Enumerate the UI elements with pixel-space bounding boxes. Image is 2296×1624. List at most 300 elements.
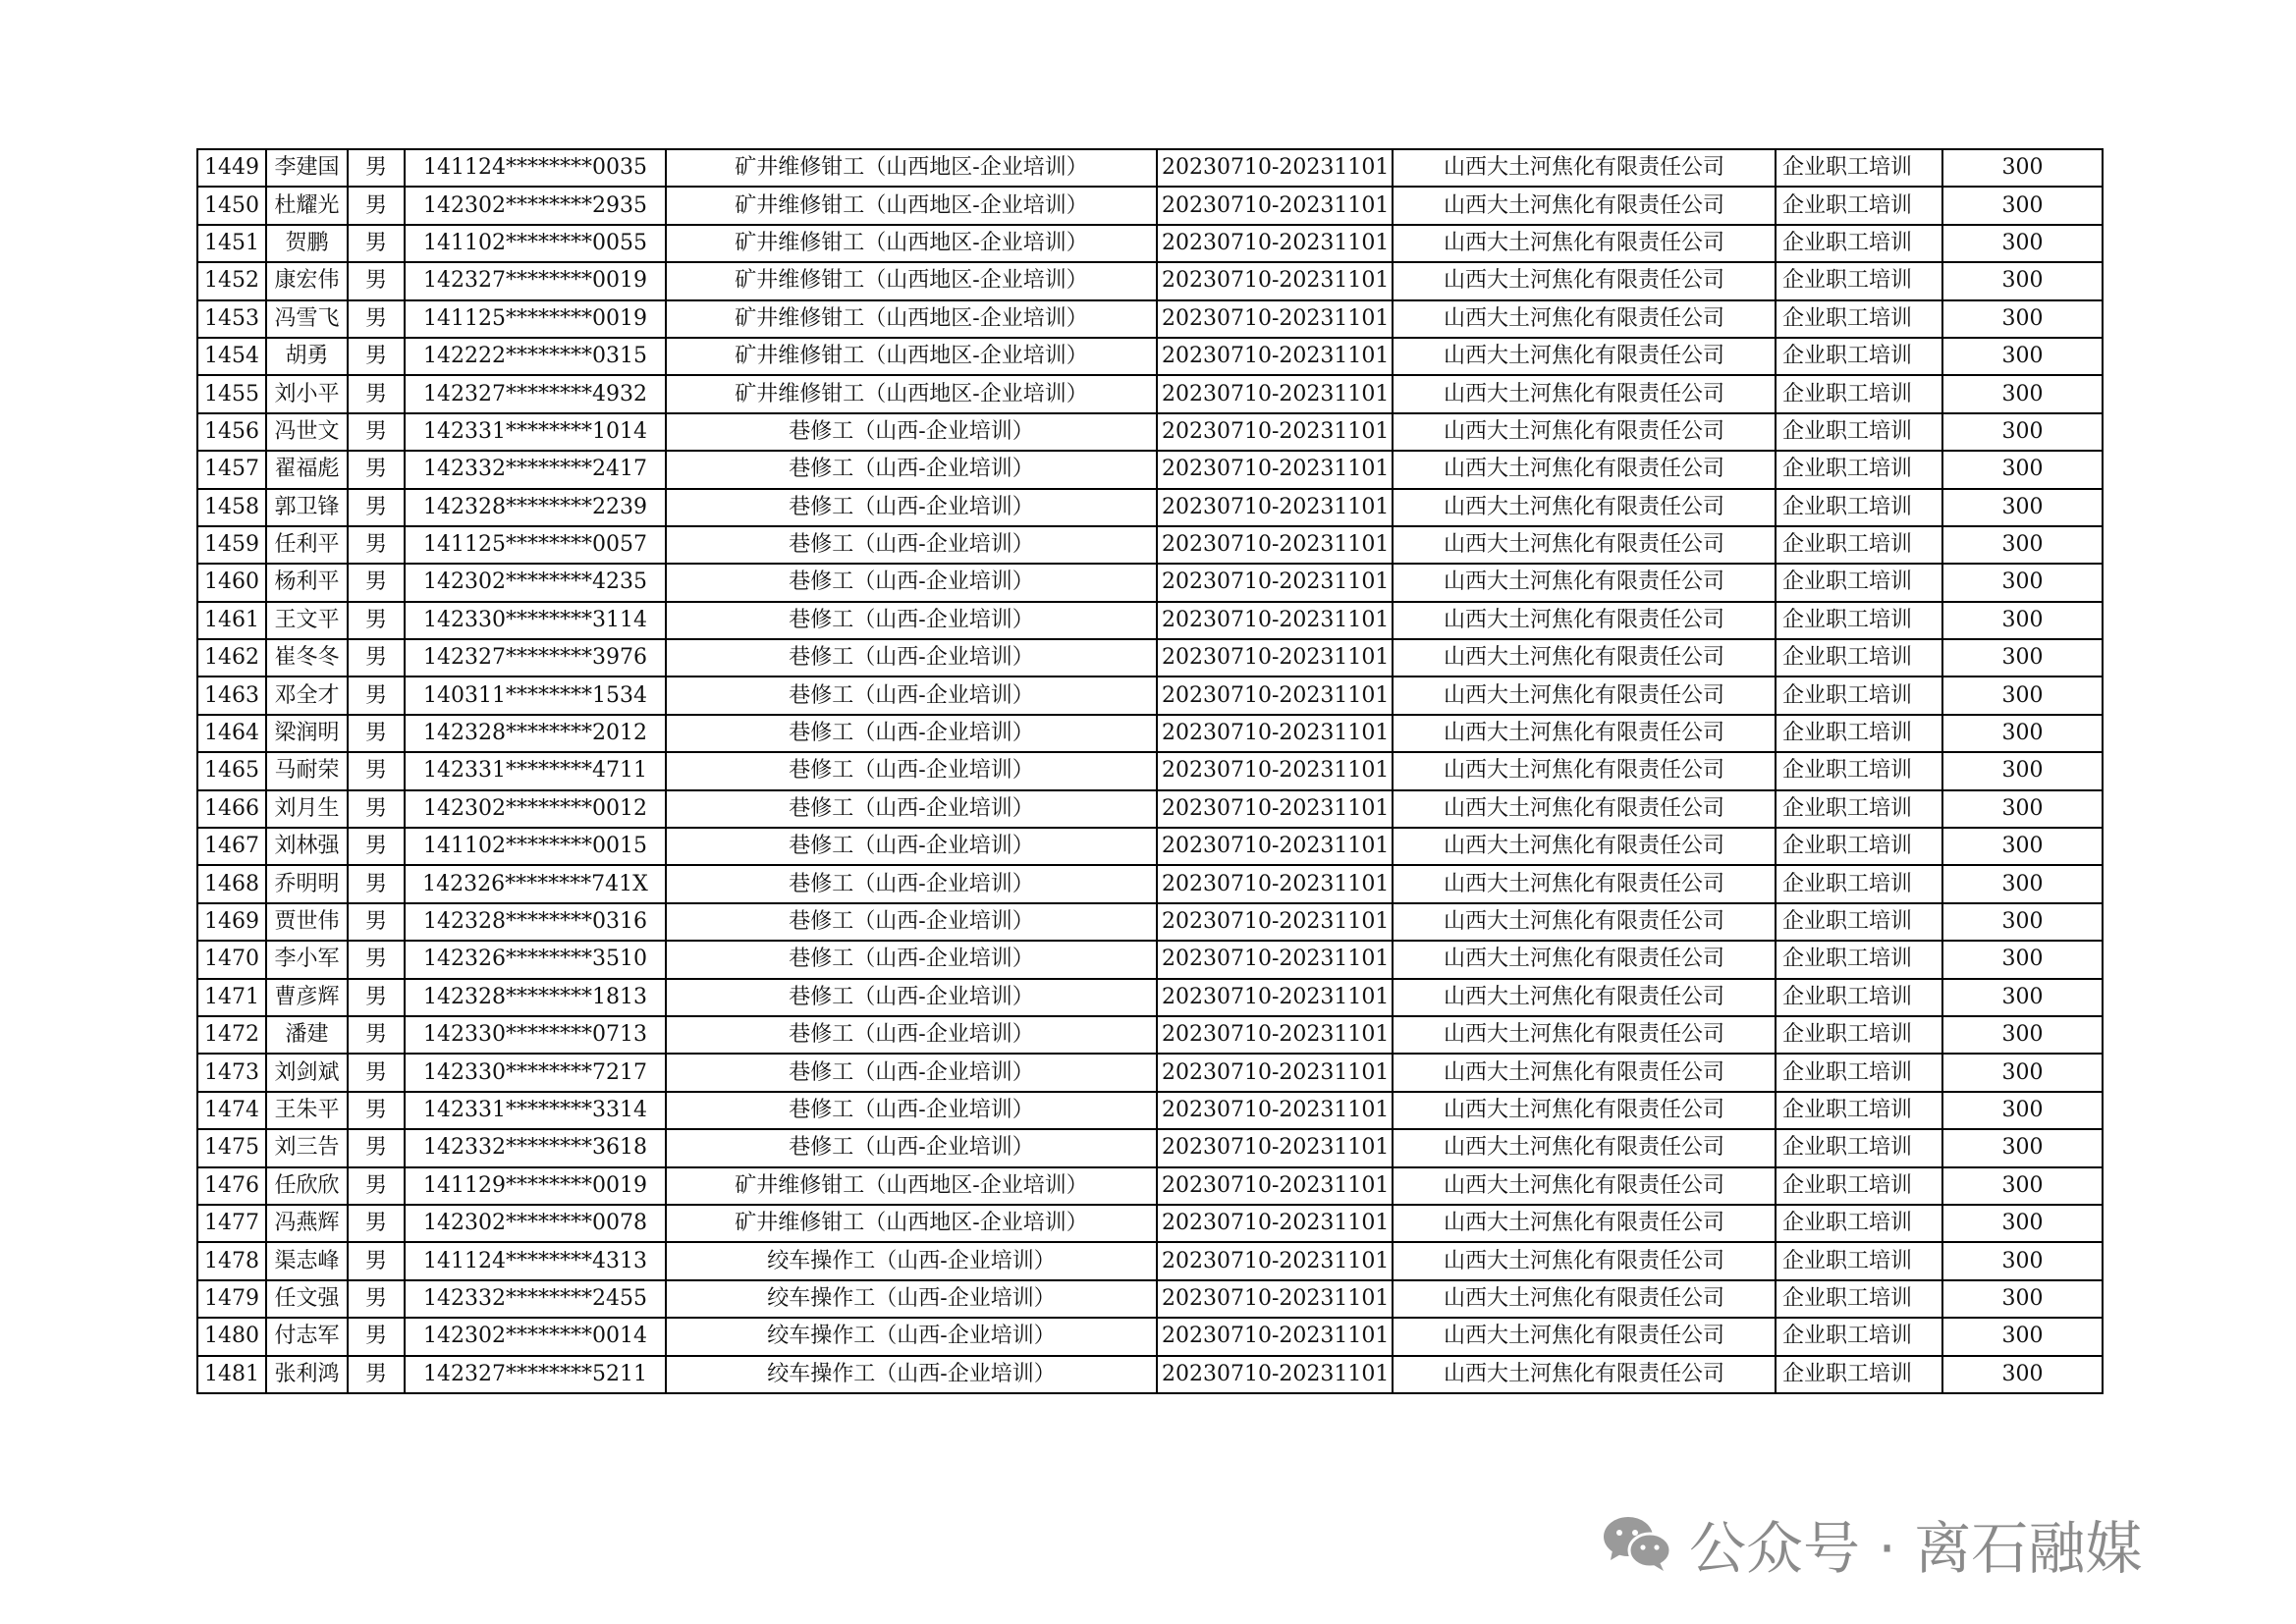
seq-cell: 1451 [197,225,266,262]
gender-cell: 男 [348,1167,405,1205]
seq-cell: 1458 [197,489,266,526]
training-period-cell: 20230710-20231101 [1157,979,1393,1016]
amount-cell: 300 [1942,1242,2103,1279]
id-number-cell: 141125********0057 [405,526,666,564]
training-period-cell: 20230710-20231101 [1157,639,1393,677]
training-category-cell: 巷修工（山西-企业培训） [666,489,1157,526]
company-cell: 山西大土河焦化有限责任公司 [1393,715,1776,752]
name-cell: 刘林强 [266,828,348,865]
gender-cell: 男 [348,865,405,902]
seq-cell: 1471 [197,979,266,1016]
company-cell: 山西大土河焦化有限责任公司 [1393,1356,1776,1393]
training-period-cell: 20230710-20231101 [1157,677,1393,714]
amount-cell: 300 [1942,941,2103,978]
name-cell: 贾世伟 [266,903,348,941]
training-category-cell: 巷修工（山西-企业培训） [666,413,1157,451]
table-row [197,413,2103,451]
id-number-cell: 142331********1014 [405,413,666,451]
company-cell: 山西大土河焦化有限责任公司 [1393,639,1776,677]
seq-cell: 1456 [197,413,266,451]
training-period-cell: 20230710-20231101 [1157,828,1393,865]
amount-cell: 300 [1942,149,2103,187]
training-category-cell: 巷修工（山西-企业培训） [666,790,1157,828]
company-cell: 山西大土河焦化有限责任公司 [1393,489,1776,526]
table-row [197,1356,2103,1393]
training-type-cell: 企业职工培训 [1776,262,1942,299]
gender-cell: 男 [348,715,405,752]
training-category-cell: 绞车操作工（山西-企业培训） [666,1280,1157,1318]
seq-cell: 1481 [197,1356,266,1393]
training-type-cell: 企业职工培训 [1776,1280,1942,1318]
name-cell: 郭卫锋 [266,489,348,526]
company-cell: 山西大土河焦化有限责任公司 [1393,149,1776,187]
company-cell: 山西大土河焦化有限责任公司 [1393,451,1776,488]
training-period-cell: 20230710-20231101 [1157,1129,1393,1166]
table-row [197,752,2103,789]
training-category-cell: 巷修工（山西-企业培训） [666,1054,1157,1091]
seq-cell: 1469 [197,903,266,941]
table-row [197,489,2103,526]
training-period-cell: 20230710-20231101 [1157,752,1393,789]
training-category-cell: 巷修工（山西-企业培训） [666,941,1157,978]
gender-cell: 男 [348,1092,405,1129]
id-number-cell: 142332********3618 [405,1129,666,1166]
id-number-cell: 141102********0015 [405,828,666,865]
training-period-cell: 20230710-20231101 [1157,1280,1393,1318]
seq-cell: 1459 [197,526,266,564]
name-cell: 梁润明 [266,715,348,752]
amount-cell: 300 [1942,1054,2103,1091]
gender-cell: 男 [348,941,405,978]
training-type-cell: 企业职工培训 [1776,677,1942,714]
training-category-cell: 巷修工（山西-企业培训） [666,1129,1157,1166]
id-number-cell: 142328********0316 [405,903,666,941]
amount-cell: 300 [1942,1167,2103,1205]
name-cell: 马耐荣 [266,752,348,789]
training-period-cell: 20230710-20231101 [1157,262,1393,299]
training-category-cell: 绞车操作工（山西-企业培训） [666,1318,1157,1355]
amount-cell: 300 [1942,300,2103,338]
training-type-cell: 企业职工培训 [1776,1016,1942,1054]
training-category-cell: 矿井维修钳工（山西地区-企业培训） [666,262,1157,299]
name-cell: 付志军 [266,1318,348,1355]
company-cell: 山西大土河焦化有限责任公司 [1393,1129,1776,1166]
table-row [197,1092,2103,1129]
table-row [197,828,2103,865]
name-cell: 杨利平 [266,564,348,601]
training-category-cell: 巷修工（山西-企业培训） [666,903,1157,941]
gender-cell: 男 [348,489,405,526]
gender-cell: 男 [348,602,405,639]
id-number-cell: 141124********0035 [405,149,666,187]
id-number-cell: 142302********2935 [405,187,666,224]
training-type-cell: 企业职工培训 [1776,451,1942,488]
amount-cell: 300 [1942,375,2103,412]
id-number-cell: 141129********0019 [405,1167,666,1205]
training-type-cell: 企业职工培训 [1776,1167,1942,1205]
id-number-cell: 142327********3976 [405,639,666,677]
seq-cell: 1461 [197,602,266,639]
seq-cell: 1449 [197,149,266,187]
training-period-cell: 20230710-20231101 [1157,225,1393,262]
training-category-cell: 巷修工（山西-企业培训） [666,979,1157,1016]
training-type-cell: 企业职工培训 [1776,1318,1942,1355]
training-period-cell: 20230710-20231101 [1157,187,1393,224]
id-number-cell: 142302********4235 [405,564,666,601]
gender-cell: 男 [348,262,405,299]
gender-cell: 男 [348,187,405,224]
id-number-cell: 142328********2239 [405,489,666,526]
name-cell: 刘三告 [266,1129,348,1166]
id-number-cell: 142330********7217 [405,1054,666,1091]
training-category-cell: 巷修工（山西-企业培训） [666,639,1157,677]
seq-cell: 1466 [197,790,266,828]
table-row [197,1054,2103,1091]
training-category-cell: 矿井维修钳工（山西地区-企业培训） [666,225,1157,262]
table-row [197,1318,2103,1355]
training-type-cell: 企业职工培训 [1776,1356,1942,1393]
company-cell: 山西大土河焦化有限责任公司 [1393,865,1776,902]
id-number-cell: 142331********3314 [405,1092,666,1129]
training-type-cell: 企业职工培训 [1776,752,1942,789]
table-row [197,375,2103,412]
training-category-cell: 矿井维修钳工（山西地区-企业培训） [666,338,1157,375]
id-number-cell: 142302********0078 [405,1205,666,1242]
table-row [197,149,2103,187]
training-category-cell: 巷修工（山西-企业培训） [666,451,1157,488]
name-cell: 王文平 [266,602,348,639]
training-category-cell: 巷修工（山西-企业培训） [666,564,1157,601]
gender-cell: 男 [348,413,405,451]
table-row [197,564,2103,601]
training-category-cell: 矿井维修钳工（山西地区-企业培训） [666,375,1157,412]
id-number-cell: 142327********5211 [405,1356,666,1393]
watermark [1601,1502,2142,1585]
name-cell: 李小军 [266,941,348,978]
seq-cell: 1464 [197,715,266,752]
amount-cell: 300 [1942,187,2103,224]
amount-cell: 300 [1942,677,2103,714]
gender-cell: 男 [348,300,405,338]
training-period-cell: 20230710-20231101 [1157,1318,1393,1355]
id-number-cell: 142326********741X [405,865,666,902]
training-category-cell: 绞车操作工（山西-企业培训） [666,1242,1157,1279]
training-period-cell: 20230710-20231101 [1157,1054,1393,1091]
seq-cell: 1450 [197,187,266,224]
gender-cell: 男 [348,677,405,714]
gender-cell: 男 [348,1280,405,1318]
company-cell: 山西大土河焦化有限责任公司 [1393,1205,1776,1242]
training-period-cell: 20230710-20231101 [1157,451,1393,488]
company-cell: 山西大土河焦化有限责任公司 [1393,941,1776,978]
training-period-cell: 20230710-20231101 [1157,375,1393,412]
table-row [197,187,2103,224]
company-cell: 山西大土河焦化有限责任公司 [1393,1242,1776,1279]
training-category-cell: 矿井维修钳工（山西地区-企业培训） [666,1205,1157,1242]
table-row [197,1280,2103,1318]
name-cell: 李建国 [266,149,348,187]
training-type-cell: 企业职工培训 [1776,903,1942,941]
watermark-text: 公众号 · 离石融媒 [1689,1515,2143,1582]
training-type-cell: 企业职工培训 [1776,1092,1942,1129]
name-cell: 渠志峰 [266,1242,348,1279]
training-category-cell: 巷修工（山西-企业培训） [666,865,1157,902]
training-category-cell: 矿井维修钳工（山西地区-企业培训） [666,187,1157,224]
table-row [197,903,2103,941]
table-row [197,715,2103,752]
id-number-cell: 141125********0019 [405,300,666,338]
seq-cell: 1476 [197,1167,266,1205]
name-cell: 乔明明 [266,865,348,902]
company-cell: 山西大土河焦化有限责任公司 [1393,1092,1776,1129]
company-cell: 山西大土河焦化有限责任公司 [1393,677,1776,714]
gender-cell: 男 [348,149,405,187]
company-cell: 山西大土河焦化有限责任公司 [1393,338,1776,375]
amount-cell: 300 [1942,225,2103,262]
training-type-cell: 企业职工培训 [1776,526,1942,564]
gender-cell: 男 [348,338,405,375]
training-type-cell: 企业职工培训 [1776,979,1942,1016]
name-cell: 胡勇 [266,338,348,375]
seq-cell: 1470 [197,941,266,978]
gender-cell: 男 [348,1016,405,1054]
amount-cell: 300 [1942,338,2103,375]
company-cell: 山西大土河焦化有限责任公司 [1393,413,1776,451]
table-row [197,338,2103,375]
training-type-cell: 企业职工培训 [1776,149,1942,187]
gender-cell: 男 [348,375,405,412]
company-cell: 山西大土河焦化有限责任公司 [1393,790,1776,828]
amount-cell: 300 [1942,790,2103,828]
training-type-cell: 企业职工培训 [1776,1242,1942,1279]
table-row [197,1242,2103,1279]
training-type-cell: 企业职工培训 [1776,1129,1942,1166]
id-number-cell: 142332********2417 [405,451,666,488]
seq-cell: 1455 [197,375,266,412]
seq-cell: 1472 [197,1016,266,1054]
training-category-cell: 巷修工（山西-企业培训） [666,715,1157,752]
company-cell: 山西大土河焦化有限责任公司 [1393,526,1776,564]
company-cell: 山西大土河焦化有限责任公司 [1393,828,1776,865]
training-type-cell: 企业职工培训 [1776,564,1942,601]
seq-cell: 1473 [197,1054,266,1091]
gender-cell: 男 [348,526,405,564]
training-type-cell: 企业职工培训 [1776,187,1942,224]
training-period-cell: 20230710-20231101 [1157,715,1393,752]
training-category-cell: 巷修工（山西-企业培训） [666,677,1157,714]
training-period-cell: 20230710-20231101 [1157,602,1393,639]
amount-cell: 300 [1942,451,2103,488]
amount-cell: 300 [1942,828,2103,865]
name-cell: 任利平 [266,526,348,564]
gender-cell: 男 [348,1054,405,1091]
gender-cell: 男 [348,790,405,828]
training-type-cell: 企业职工培训 [1776,1205,1942,1242]
company-cell: 山西大土河焦化有限责任公司 [1393,1054,1776,1091]
gender-cell: 男 [348,1205,405,1242]
training-type-cell: 企业职工培训 [1776,602,1942,639]
seq-cell: 1462 [197,639,266,677]
table-row [197,1129,2103,1166]
seq-cell: 1468 [197,865,266,902]
name-cell: 邓全才 [266,677,348,714]
company-cell: 山西大土河焦化有限责任公司 [1393,903,1776,941]
training-type-cell: 企业职工培训 [1776,300,1942,338]
gender-cell: 男 [348,903,405,941]
roster-table [196,148,2104,1394]
training-period-cell: 20230710-20231101 [1157,338,1393,375]
training-type-cell: 企业职工培训 [1776,790,1942,828]
training-period-cell: 20230710-20231101 [1157,526,1393,564]
training-period-cell: 20230710-20231101 [1157,790,1393,828]
training-type-cell: 企业职工培训 [1776,489,1942,526]
id-number-cell: 142331********4711 [405,752,666,789]
name-cell: 任欣欣 [266,1167,348,1205]
seq-cell: 1478 [197,1242,266,1279]
id-number-cell: 142330********0713 [405,1016,666,1054]
name-cell: 刘剑斌 [266,1054,348,1091]
training-category-cell: 巷修工（山西-企业培训） [666,828,1157,865]
training-period-cell: 20230710-20231101 [1157,564,1393,601]
table-row [197,225,2103,262]
training-period-cell: 20230710-20231101 [1157,865,1393,902]
amount-cell: 300 [1942,413,2103,451]
training-period-cell: 20230710-20231101 [1157,1092,1393,1129]
company-cell: 山西大土河焦化有限责任公司 [1393,300,1776,338]
table-row [197,1016,2103,1054]
gender-cell: 男 [348,1129,405,1166]
name-cell: 刘月生 [266,790,348,828]
gender-cell: 男 [348,564,405,601]
training-period-cell: 20230710-20231101 [1157,300,1393,338]
id-number-cell: 142330********3114 [405,602,666,639]
table-row [197,1167,2103,1205]
training-type-cell: 企业职工培训 [1776,338,1942,375]
amount-cell: 300 [1942,865,2103,902]
seq-cell: 1463 [197,677,266,714]
seq-cell: 1452 [197,262,266,299]
amount-cell: 300 [1942,526,2103,564]
training-type-cell: 企业职工培训 [1776,941,1942,978]
training-type-cell: 企业职工培训 [1776,1054,1942,1091]
amount-cell: 300 [1942,1318,2103,1355]
id-number-cell: 142326********3510 [405,941,666,978]
company-cell: 山西大土河焦化有限责任公司 [1393,1318,1776,1355]
gender-cell: 男 [348,979,405,1016]
seq-cell: 1480 [197,1318,266,1355]
training-category-cell: 巷修工（山西-企业培训） [666,752,1157,789]
seq-cell: 1477 [197,1205,266,1242]
wechat-icon [1601,1513,1673,1574]
seq-cell: 1454 [197,338,266,375]
training-type-cell: 企业职工培训 [1776,225,1942,262]
amount-cell: 300 [1942,715,2103,752]
roster-body [197,149,2103,1393]
id-number-cell: 140311********1534 [405,677,666,714]
gender-cell: 男 [348,1318,405,1355]
company-cell: 山西大土河焦化有限责任公司 [1393,979,1776,1016]
amount-cell: 300 [1942,903,2103,941]
company-cell: 山西大土河焦化有限责任公司 [1393,752,1776,789]
gender-cell: 男 [348,639,405,677]
company-cell: 山西大土河焦化有限责任公司 [1393,375,1776,412]
table-row [197,262,2103,299]
name-cell: 刘小平 [266,375,348,412]
company-cell: 山西大土河焦化有限责任公司 [1393,187,1776,224]
gender-cell: 男 [348,451,405,488]
company-cell: 山西大土河焦化有限责任公司 [1393,1167,1776,1205]
name-cell: 贺鹏 [266,225,348,262]
training-category-cell: 矿井维修钳工（山西地区-企业培训） [666,1167,1157,1205]
name-cell: 王朱平 [266,1092,348,1129]
company-cell: 山西大土河焦化有限责任公司 [1393,1016,1776,1054]
seq-cell: 1457 [197,451,266,488]
amount-cell: 300 [1942,489,2103,526]
training-category-cell: 巷修工（山西-企业培训） [666,1016,1157,1054]
amount-cell: 300 [1942,1092,2103,1129]
training-category-cell: 巷修工（山西-企业培训） [666,1092,1157,1129]
company-cell: 山西大土河焦化有限责任公司 [1393,225,1776,262]
training-period-cell: 20230710-20231101 [1157,1016,1393,1054]
id-number-cell: 142222********0315 [405,338,666,375]
amount-cell: 300 [1942,564,2103,601]
name-cell: 任文强 [266,1280,348,1318]
training-period-cell: 20230710-20231101 [1157,1167,1393,1205]
table-row [197,300,2103,338]
training-period-cell: 20230710-20231101 [1157,149,1393,187]
training-period-cell: 20230710-20231101 [1157,941,1393,978]
name-cell: 潘建 [266,1016,348,1054]
amount-cell: 300 [1942,1129,2103,1166]
gender-cell: 男 [348,752,405,789]
amount-cell: 300 [1942,602,2103,639]
company-cell: 山西大土河焦化有限责任公司 [1393,1280,1776,1318]
name-cell: 冯世文 [266,413,348,451]
company-cell: 山西大土河焦化有限责任公司 [1393,262,1776,299]
name-cell: 冯燕辉 [266,1205,348,1242]
gender-cell: 男 [348,828,405,865]
amount-cell: 300 [1942,1205,2103,1242]
training-type-cell: 企业职工培训 [1776,715,1942,752]
id-number-cell: 142327********4932 [405,375,666,412]
training-category-cell: 绞车操作工（山西-企业培训） [666,1356,1157,1393]
name-cell: 杜耀光 [266,187,348,224]
table-row [197,677,2103,714]
seq-cell: 1465 [197,752,266,789]
id-number-cell: 141124********4313 [405,1242,666,1279]
table-row [197,979,2103,1016]
table-row [197,451,2103,488]
amount-cell: 300 [1942,262,2103,299]
gender-cell: 男 [348,1356,405,1393]
table-row [197,526,2103,564]
training-category-cell: 巷修工（山西-企业培训） [666,602,1157,639]
amount-cell: 300 [1942,1016,2103,1054]
training-category-cell: 巷修工（山西-企业培训） [666,526,1157,564]
training-category-cell: 矿井维修钳工（山西地区-企业培训） [666,149,1157,187]
seq-cell: 1460 [197,564,266,601]
training-category-cell: 矿井维修钳工（山西地区-企业培训） [666,300,1157,338]
name-cell: 张利鸿 [266,1356,348,1393]
seq-cell: 1474 [197,1092,266,1129]
amount-cell: 300 [1942,752,2103,789]
id-number-cell: 142328********1813 [405,979,666,1016]
table-row [197,1205,2103,1242]
seq-cell: 1453 [197,300,266,338]
amount-cell: 300 [1942,1356,2103,1393]
amount-cell: 300 [1942,639,2103,677]
training-type-cell: 企业职工培训 [1776,375,1942,412]
